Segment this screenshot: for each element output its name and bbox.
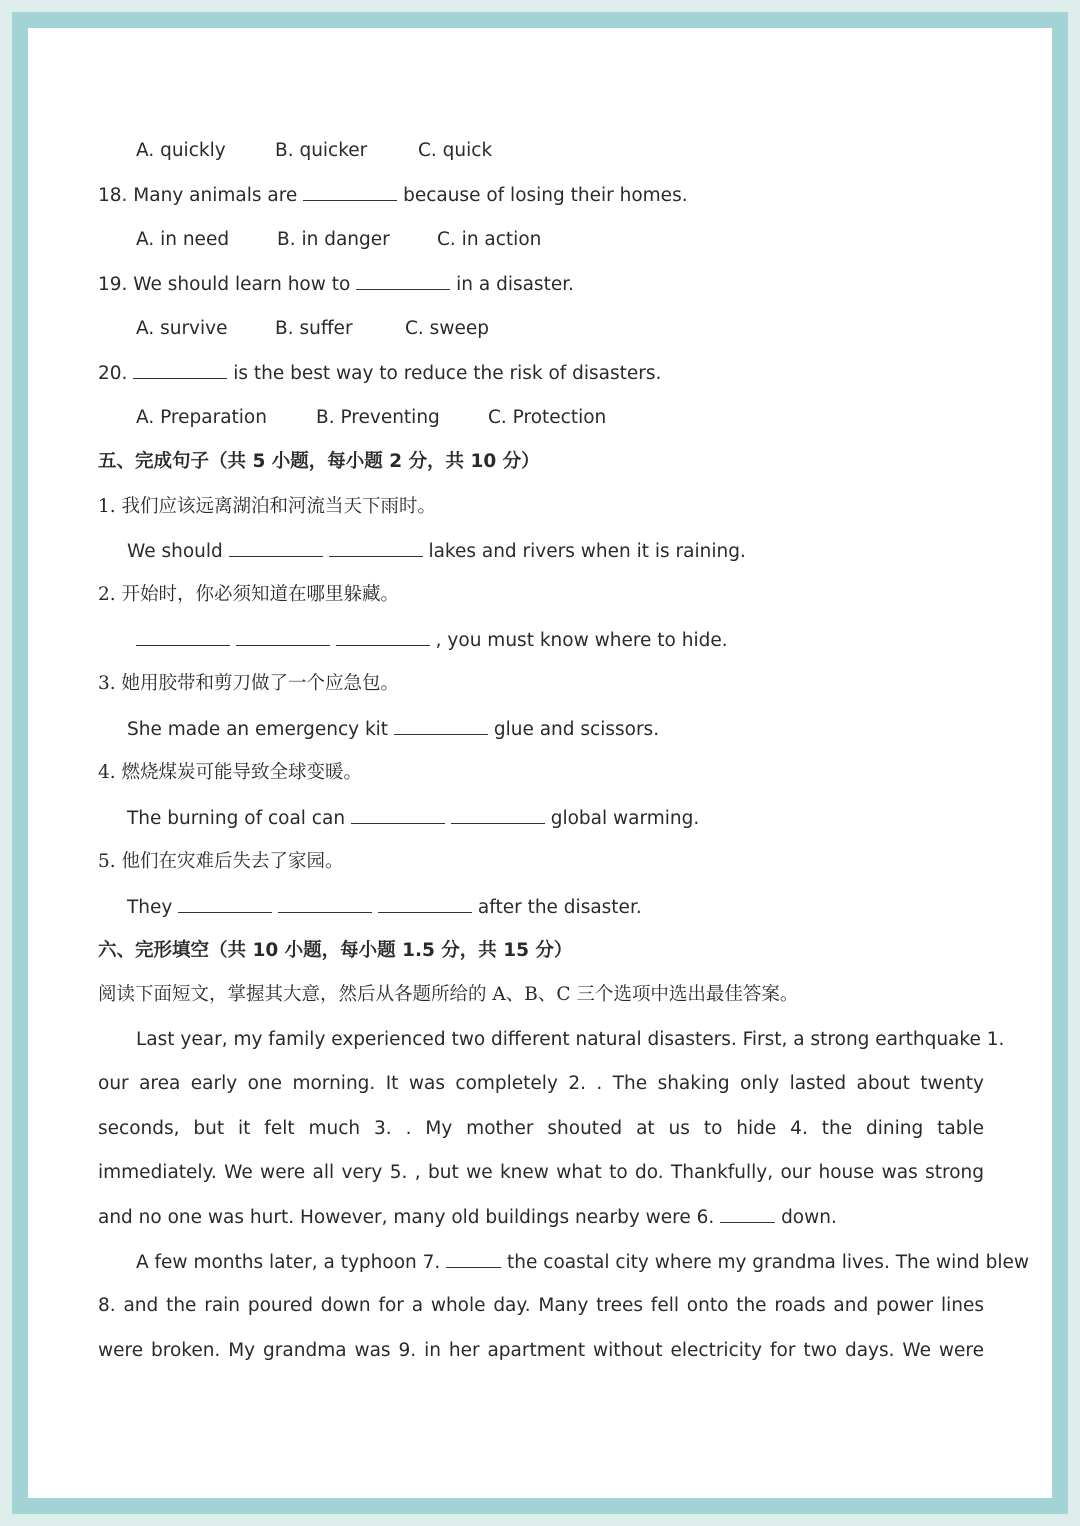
s5-item1-after: lakes and rivers when it is raining. — [428, 541, 746, 562]
s5-item1-blank — [329, 539, 423, 557]
q19-option-c: C. sweep — [405, 318, 489, 339]
q18-option-b: B. in danger — [277, 229, 390, 250]
s5-item4-after: global warming. — [550, 808, 700, 829]
cloze-text: 8. — [98, 1295, 116, 1316]
q19-blank — [356, 272, 450, 290]
s5-item4-blank — [451, 806, 545, 824]
q19-option-a: A. survive — [136, 318, 228, 339]
cloze-text: Last year, my family experienced two different natural disasters. First, a strong earthquake 1. — [136, 1029, 1005, 1050]
cloze-text: the coastal city where my grandma lives. The wind blew — [507, 1252, 1030, 1273]
cloze-text: A few months later, a typhoon 7. — [136, 1252, 441, 1273]
s5-item5-english — [127, 895, 642, 919]
cloze-text: . My mother shouted at us to hide 4. — [405, 1118, 808, 1139]
q18-option-a: A. in need — [136, 229, 230, 250]
s5-item5-before: They — [127, 897, 173, 918]
cloze-line-6 — [136, 1250, 1030, 1274]
s5-item5-blank — [378, 895, 472, 913]
q18-option-c: C. in action — [437, 229, 542, 250]
s5-item3-before: She made an emergency kit — [127, 719, 389, 740]
q17-option-a: A. quickly — [136, 140, 226, 161]
cloze-text: immediately. We were all very 5. — [98, 1162, 408, 1183]
cloze-text: down. — [781, 1207, 837, 1228]
s5-item5-blank — [278, 895, 372, 913]
q19-stem-after: in a disaster. — [456, 274, 574, 295]
q20-stem-after: is the best way to reduce the risk of disasters. — [233, 363, 662, 384]
q18-stem — [98, 183, 688, 207]
q20-stem — [98, 361, 661, 385]
s5-item4-english — [127, 806, 699, 830]
cloze-line-7 — [98, 1294, 984, 1318]
q18-stem-after: because of losing their homes. — [403, 185, 688, 206]
s5-item3-after: glue and scissors. — [493, 719, 660, 740]
s5-item4-chinese: 4. 燃烧煤炭可能导致全球变暖。 — [98, 762, 363, 783]
q20-option-a: A. Preparation — [136, 407, 267, 428]
q19-stem — [98, 272, 574, 296]
cloze-line-3 — [98, 1117, 984, 1141]
cloze-blank — [446, 1250, 501, 1268]
cloze-text: seconds, but it felt much 3. — [98, 1118, 392, 1139]
section6-heading: 六、完形填空（共 10 小题，每小题 1.5 分，共 15 分） — [98, 940, 573, 961]
cloze-line-4 — [98, 1161, 984, 1185]
cloze-line-8 — [98, 1339, 984, 1363]
cloze-line-5 — [98, 1205, 837, 1229]
s5-item4-blank — [351, 806, 445, 824]
s5-item5-after: after the disaster. — [477, 897, 642, 918]
s5-item5-chinese: 5. 他们在灾难后失去了家园。 — [98, 851, 344, 872]
cloze-blank — [720, 1205, 775, 1223]
s5-item1-chinese: 1. 我们应该远离湖泊和河流当天下雨时。 — [98, 496, 437, 517]
q19-option-b: B. suffer — [275, 318, 353, 339]
cloze-text: were broken. My grandma was 9. — [98, 1340, 417, 1361]
q18-stem-before: 18. Many animals are — [98, 185, 298, 206]
cloze-line-1 — [136, 1028, 1005, 1052]
cloze-text: . The shaking only lasted about twenty — [596, 1073, 984, 1094]
cloze-text: and no one was hurt. However, many old buildings nearby were 6. — [98, 1207, 715, 1228]
s5-item2-after: , you must know where to hide. — [435, 630, 728, 651]
s5-item2-chinese: 2. 开始时，你必须知道在哪里躲藏。 — [98, 584, 400, 605]
cloze-text: in her apartment without electricity for two days. We were — [424, 1340, 985, 1361]
q17-option-c: C. quick — [418, 140, 493, 161]
q20-stem-before: 20. — [98, 363, 128, 384]
s5-item3-chinese: 3. 她用胶带和剪刀做了一个应急包。 — [98, 673, 400, 694]
cloze-text: our area early one morning. It was completely 2. — [98, 1073, 586, 1094]
s5-item1-before: We should — [127, 541, 223, 562]
s5-item2-blank — [336, 628, 430, 646]
q20-blank — [133, 361, 227, 379]
s5-item2-blank — [236, 628, 330, 646]
q19-stem-before: 19. We should learn how to — [98, 274, 351, 295]
s5-item3-blank — [394, 717, 488, 735]
section5-heading: 五、完成句子（共 5 小题，每小题 2 分，共 10 分） — [98, 451, 540, 472]
s5-item5-blank — [178, 895, 272, 913]
q20-option-c: C. Protection — [488, 407, 607, 428]
q18-blank — [303, 183, 397, 201]
cloze-text: and the rain poured down for a whole day. Many trees fell onto the roads and power lines — [123, 1295, 984, 1316]
s5-item2-english — [136, 628, 728, 652]
section6-instruction: 阅读下面短文，掌握其大意，然后从各题所给的 A、B、C 三个选项中选出最佳答案。 — [98, 984, 799, 1005]
s5-item4-before: The burning of coal can — [127, 808, 346, 829]
cloze-line-2 — [98, 1072, 984, 1096]
s5-item1-english — [127, 539, 746, 563]
s5-item1-blank — [229, 539, 323, 557]
cloze-text: , but we knew what to do. Thankfully, our house was strong — [414, 1162, 984, 1183]
s5-item3-english — [127, 717, 659, 741]
q17-option-b: B. quicker — [275, 140, 368, 161]
q20-option-b: B. Preventing — [316, 407, 440, 428]
cloze-text: the dining table — [821, 1118, 984, 1139]
s5-item2-blank — [136, 628, 230, 646]
